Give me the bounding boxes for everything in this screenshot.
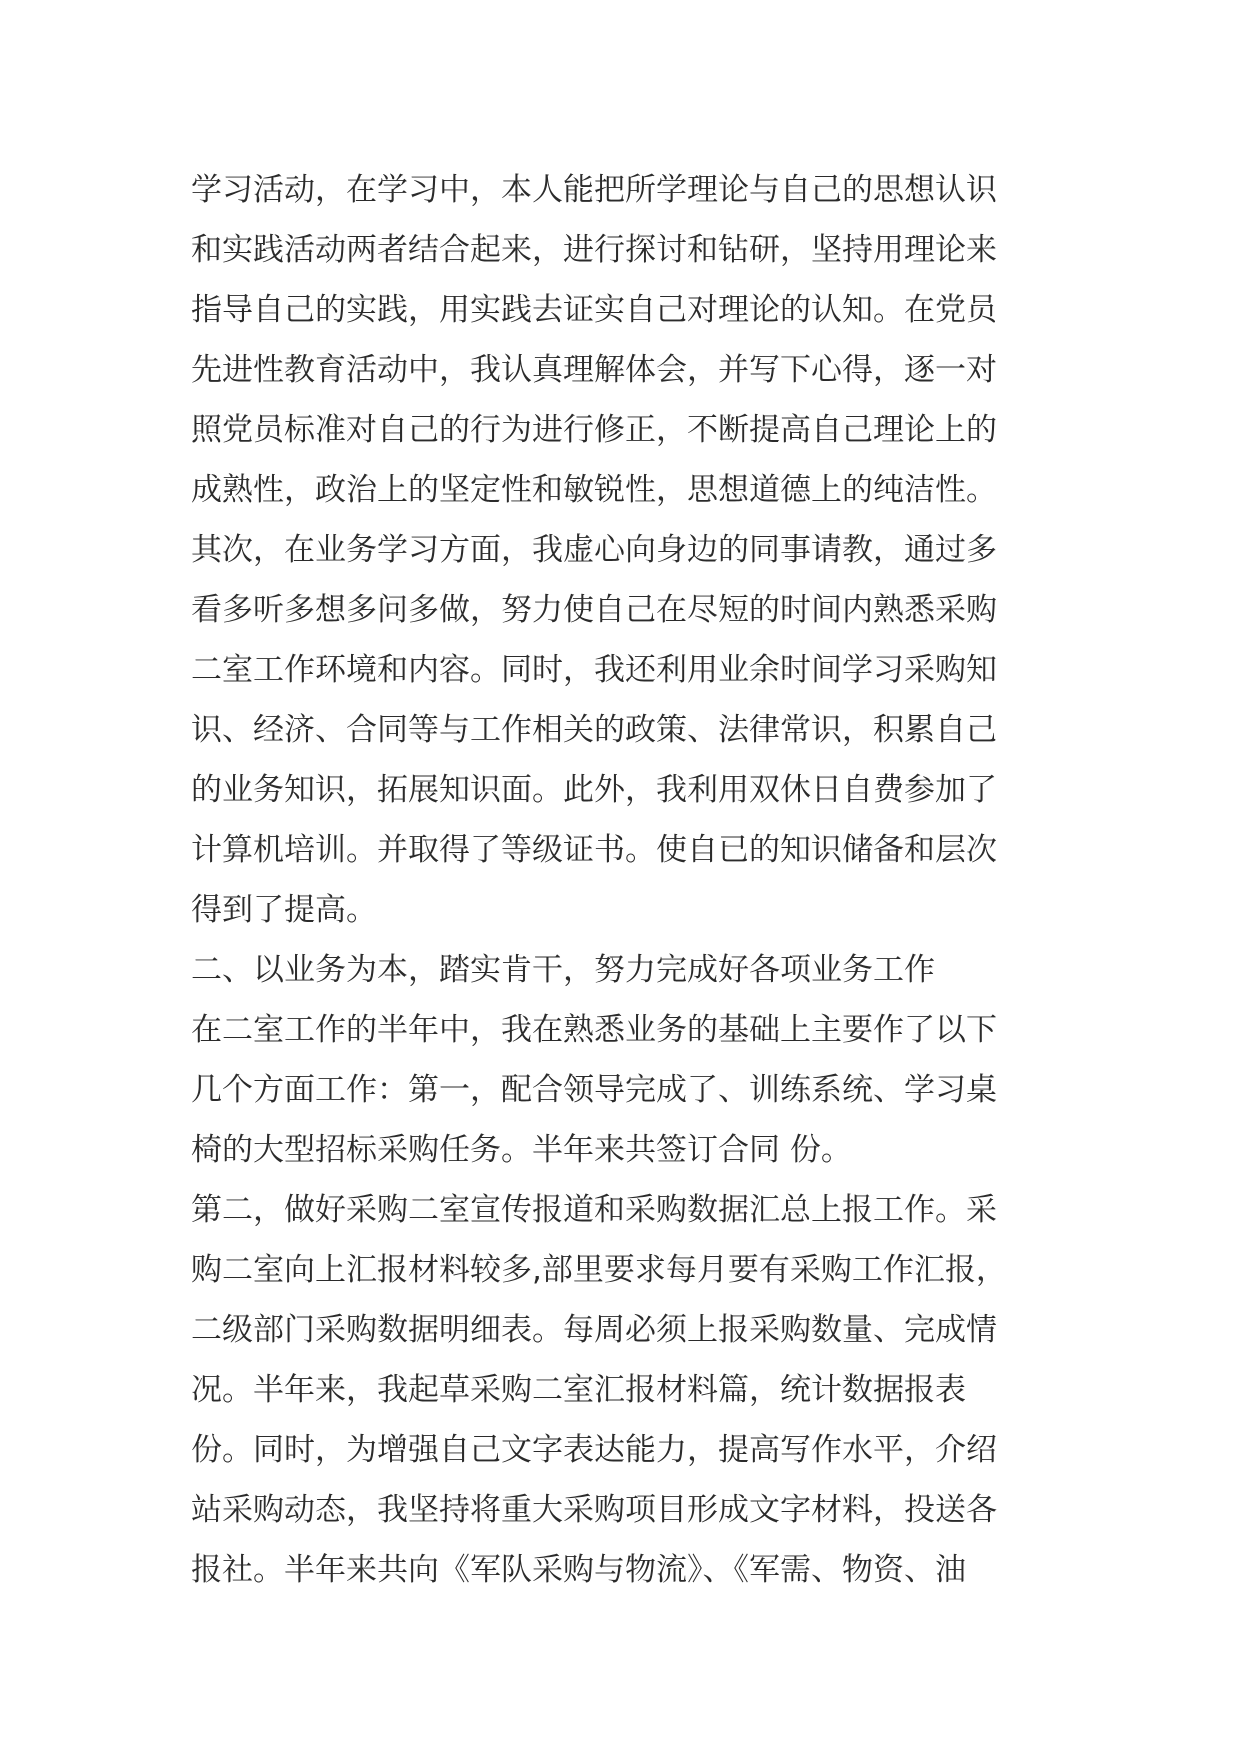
text-line: 的业务知识，拓展知识面。此外，我利用双休日自费参加了 (191, 772, 997, 808)
text-line: 识、经济、合同等与工作相关的政策、法律常识，积累自己 (191, 712, 997, 748)
text-line: 计算机培训。并取得了等级证书。使自已的知识储备和层次 (191, 832, 997, 868)
text-line: 二室工作环境和内容。同时，我还利用业余时间学习采购知 (191, 652, 997, 688)
text-line: 报社。半年来共向《军队采购与物流》、《军需、物资、油 (191, 1552, 966, 1588)
section-heading: 二、以业务为本，踏实肯干，努力完成好各项业务工作 (191, 952, 935, 988)
document-body (191, 160, 1071, 1600)
text-line: 成熟性，政治上的坚定性和敏锐性，思想道德上的纯洁性。 (191, 472, 997, 508)
text-line: 和实践活动两者结合起来，进行探讨和钻研，坚持用理论来 (191, 232, 997, 268)
text-line: 二级部门采购数据明细表。每周必须上报采购数量、完成情 (191, 1312, 997, 1348)
text-line: 得到了提高。 (191, 892, 377, 928)
text-line: 看多听多想多问多做，努力使自己在尽短的时间内熟悉采购 (191, 592, 997, 628)
text-line: 站采购动态，我坚持将重大采购项目形成文字材料，投送各 (191, 1492, 997, 1528)
text-line: 几个方面工作：第一，配合领导完成了、训练系统、学习桌 (191, 1072, 997, 1108)
text-line: 指导自己的实践，用实践去证实自己对理论的认知。在党员 (191, 292, 997, 328)
text-line: 份。同时，为增强自己文字表达能力，提高写作水平，介绍 (191, 1432, 997, 1468)
text-line: 况。半年来，我起草采购二室汇报材料篇，统计数据报表 (191, 1372, 966, 1408)
text-line: 购二室向上汇报材料较多,部里要求每月要有采购工作汇报， (191, 1252, 1007, 1288)
text-line: 第二，做好采购二室宣传报道和采购数据汇总上报工作。采 (191, 1192, 997, 1228)
text-line: 学习活动，在学习中，本人能把所学理论与自己的思想认识 (191, 172, 997, 208)
text-line: 在二室工作的半年中，我在熟悉业务的基础上主要作了以下 (191, 1012, 997, 1048)
text-line: 照党员标准对自己的行为进行修正，不断提高自己理论上的 (191, 412, 997, 448)
text-line: 先进性教育活动中，我认真理解体会，并写下心得，逐一对 (191, 352, 997, 388)
text-line: 椅的大型招标采购任务。半年来共签订合同 份。 (191, 1132, 852, 1168)
text-line: 其次，在业务学习方面，我虚心向身边的同事请教，通过多 (191, 532, 997, 568)
